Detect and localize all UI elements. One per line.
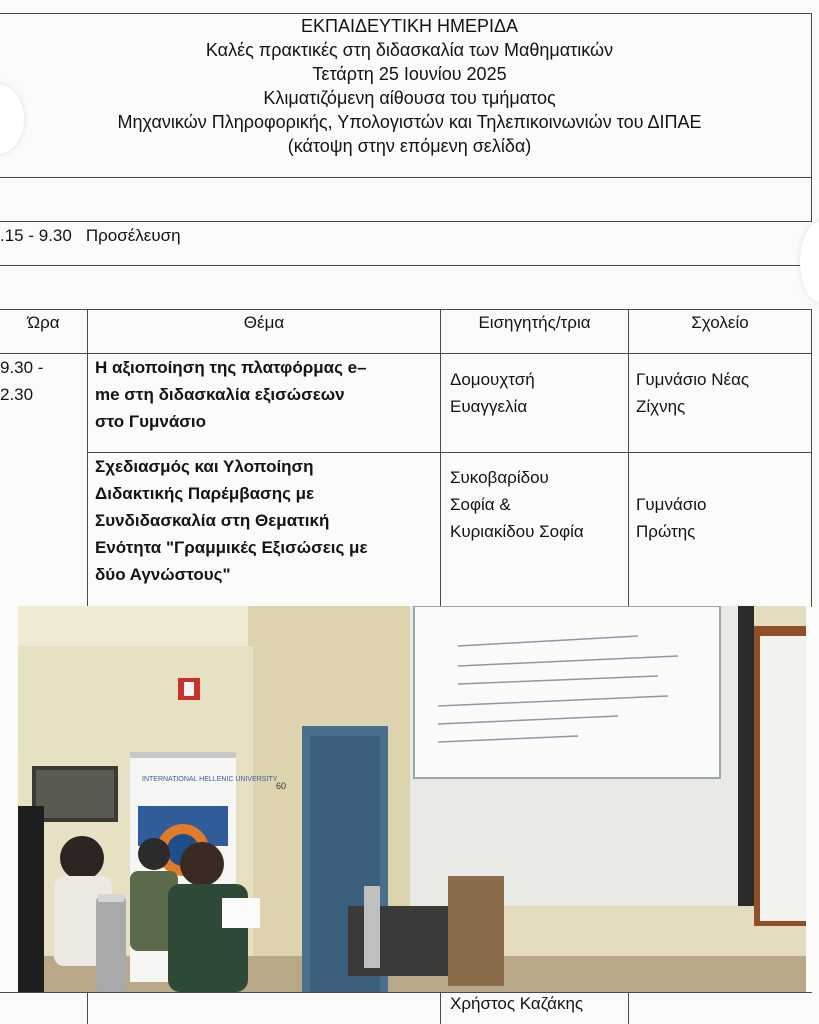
event-subtitle: Καλές πρακτικές στη διδασκαλία των Μαθηματικών bbox=[205, 40, 614, 60]
row-1-time: 9.30 - 2.30 bbox=[0, 358, 44, 404]
row-2-topic: Σχεδιασμός και Υλοποίηση Διδακτικής Παρέμβασης με Συνδιδασκαλία στη Θεματική Ενότητα "Γραμμικές Εξισώσεις με δύο Αγνώστους" bbox=[95, 457, 368, 584]
bottom-speaker: Χρήστος Καζάκης bbox=[450, 994, 584, 1013]
row-1-topic: Η αξιοποίηση της πλατφόρμας e– me στη διδασκαλία εξισώσεων στο Γυμνάσιο bbox=[95, 358, 367, 431]
column-header-topic: Θέμα bbox=[243, 313, 285, 332]
divider bbox=[0, 177, 812, 178]
column-header-time: Ώρα bbox=[27, 313, 60, 332]
venue-note: (κάτοψη στην επόμενη σελίδα) bbox=[287, 136, 532, 156]
divider bbox=[0, 221, 812, 222]
divider bbox=[0, 265, 812, 266]
table-top-border bbox=[0, 309, 812, 310]
arrival-time: .15 - 9.30 bbox=[0, 226, 72, 245]
banner-text: INTERNATIONAL HELLENIC UNIVERSITY bbox=[142, 776, 278, 783]
arrival-row bbox=[0, 226, 181, 246]
header-block bbox=[0, 14, 819, 158]
column-separator bbox=[628, 992, 629, 1024]
event-photo-drawing bbox=[18, 606, 806, 992]
divider bbox=[0, 992, 812, 993]
column-separator bbox=[440, 992, 441, 1024]
column-separator bbox=[87, 309, 88, 607]
column-separator bbox=[811, 309, 812, 607]
row-2-speaker: Συκοβαρίδου Σοφία & Κυριακίδου Σοφία bbox=[450, 468, 584, 541]
venue-line-2: Μηχανικών Πληροφορικής, Υπολογιστών και Τηλεπικοινωνιών του ΔΙΠΑΕ bbox=[117, 112, 702, 132]
right-scroll-handle[interactable] bbox=[800, 222, 819, 302]
column-separator bbox=[440, 309, 441, 607]
event-date: Τετάρτη 25 Ιουνίου 2025 bbox=[312, 64, 507, 84]
column-separator bbox=[628, 309, 629, 607]
column-header-school: Σχολείο bbox=[691, 313, 749, 332]
row-2-school: Γυμνάσιο Πρώτης bbox=[636, 495, 707, 541]
event-photo bbox=[18, 606, 806, 992]
column-header-speaker: Εισηγητής/τρια bbox=[478, 313, 591, 332]
door-sign: 60 bbox=[276, 781, 287, 791]
venue-line-1: Κλιματιζόμενη αίθουσα του τμήματος bbox=[263, 88, 556, 108]
column-separator bbox=[87, 992, 88, 1024]
arrival-label: Προσέλευση bbox=[85, 226, 181, 245]
event-title: ΕΚΠΑΙΔΕΥΤΙΚΗ ΗΜΕΡΙΔΑ bbox=[300, 16, 519, 36]
row-1-speaker: Δομουχτσή Ευαγγελία bbox=[450, 370, 535, 416]
row-1-school: Γυμνάσιο Νέας Ζίχνης bbox=[636, 370, 750, 416]
